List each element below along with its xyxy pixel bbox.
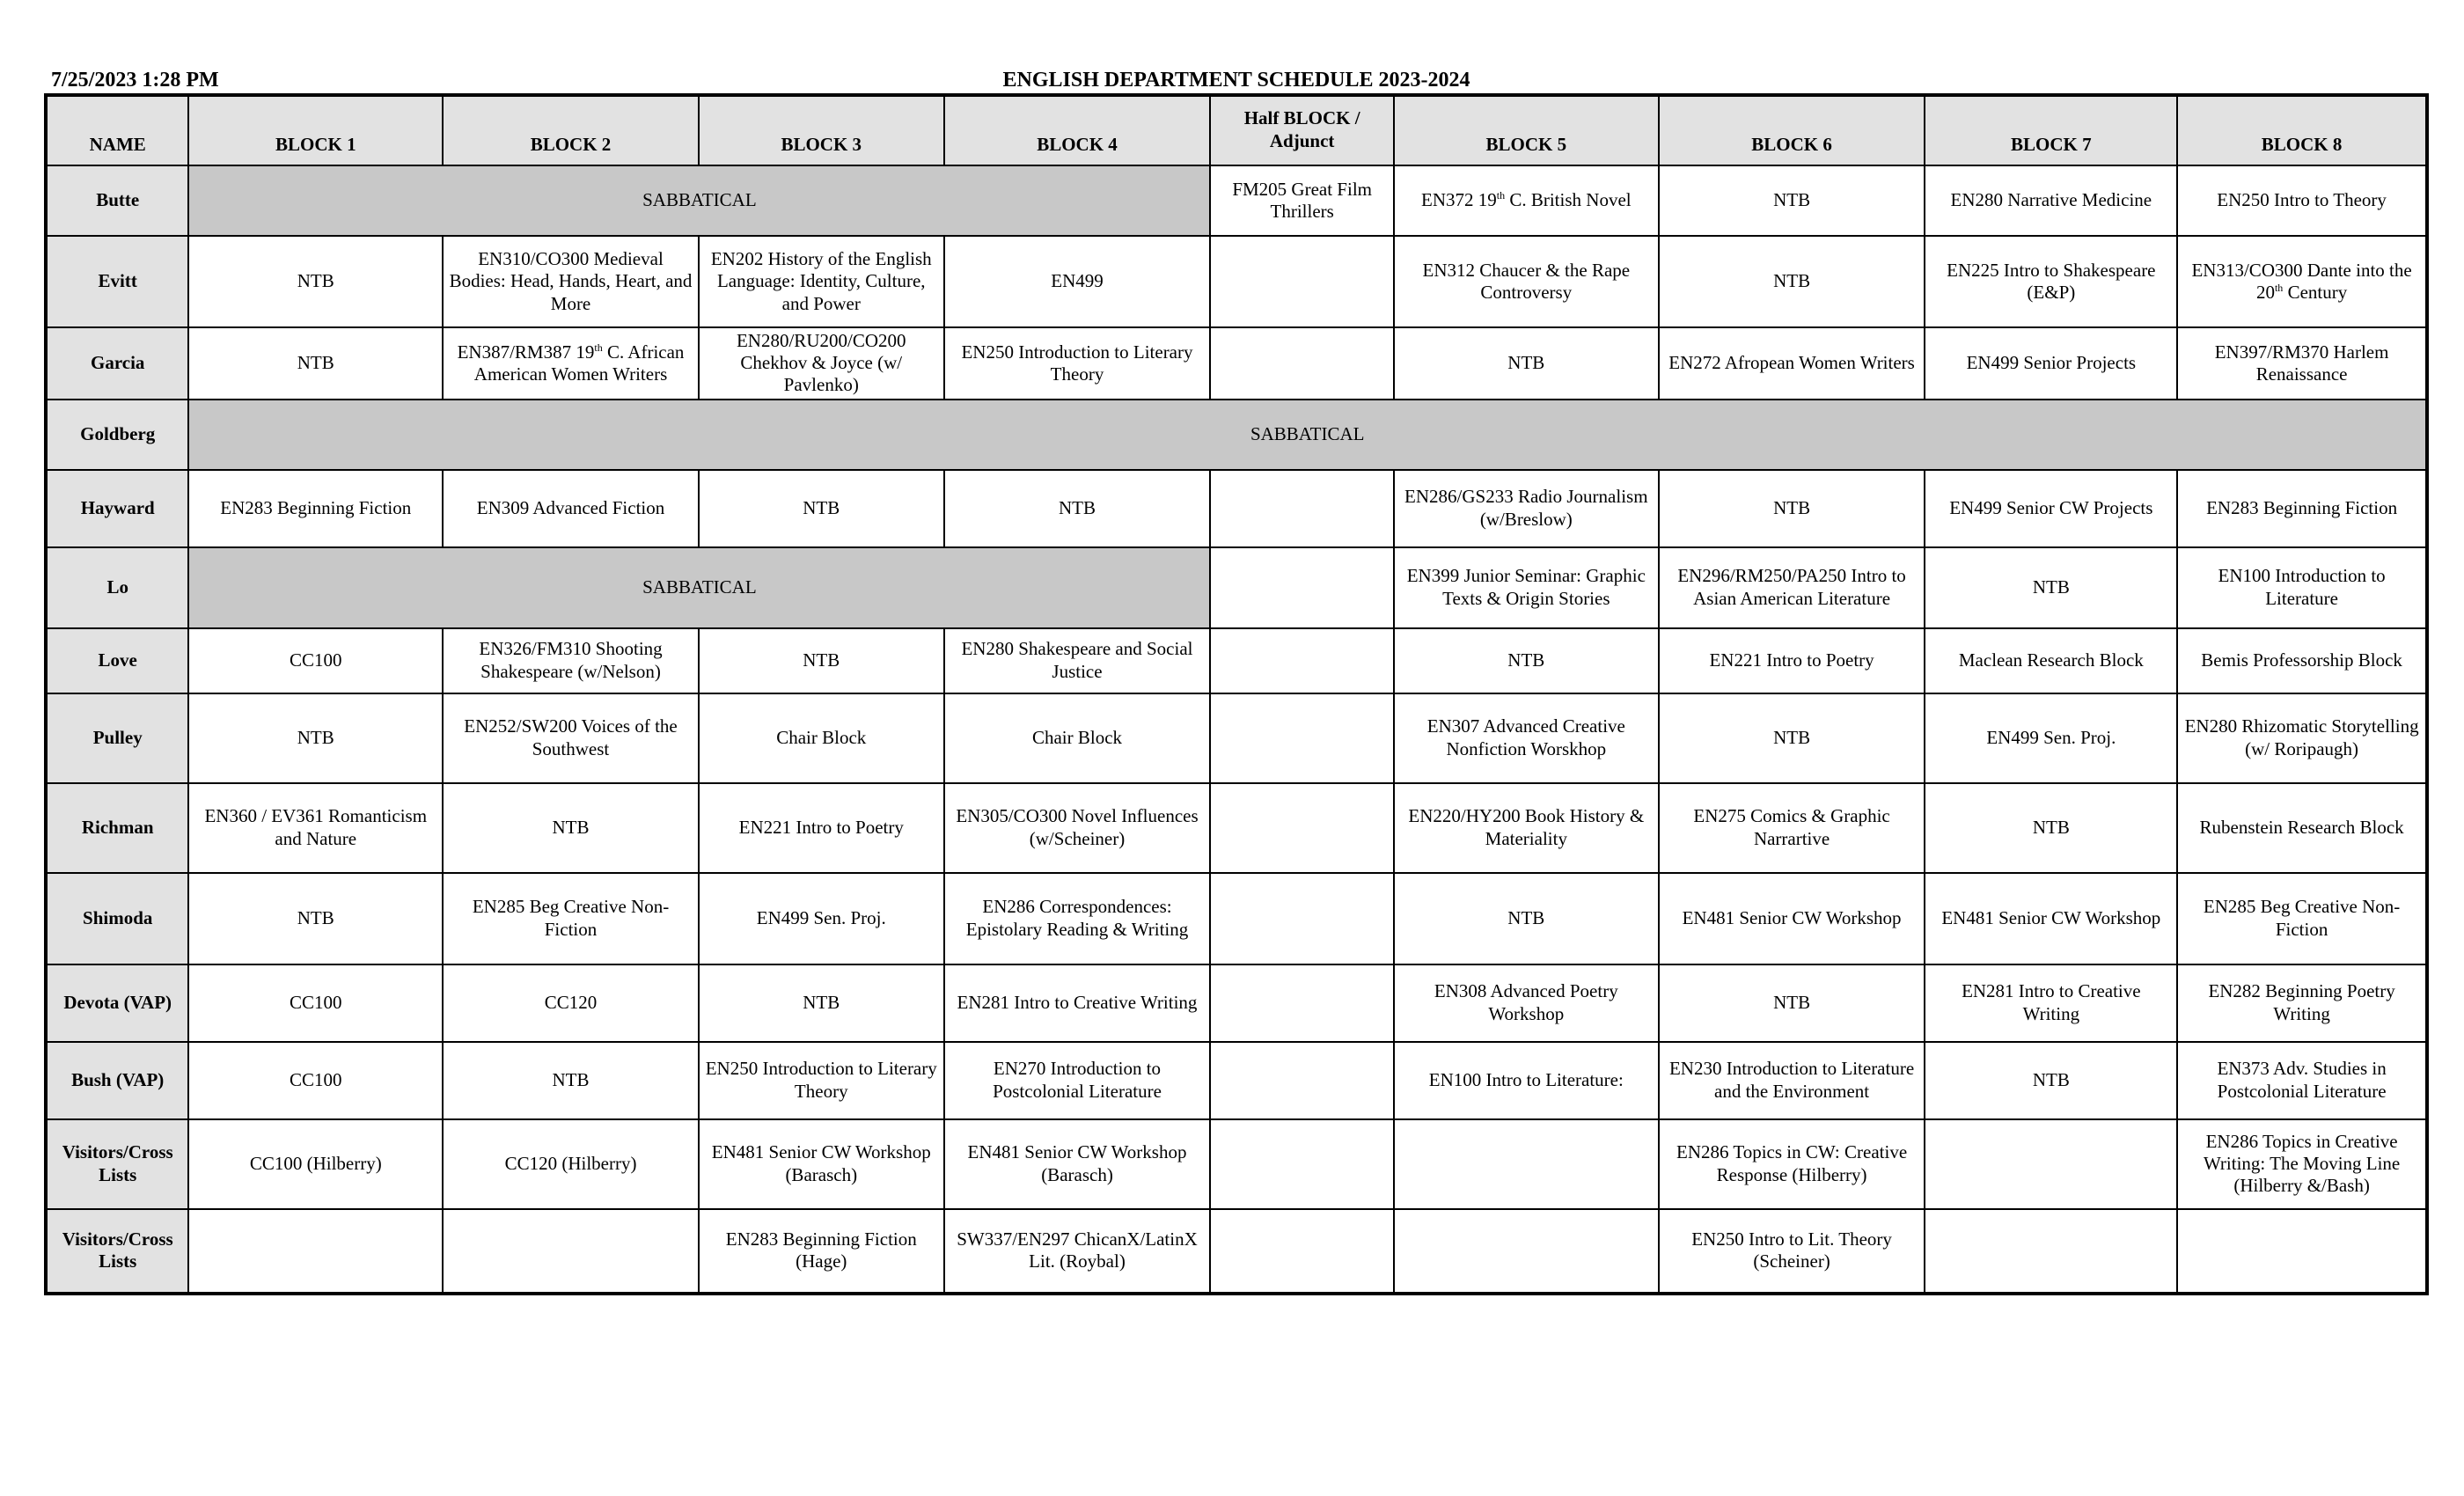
- block-4-cell: EN499: [944, 236, 1211, 327]
- block-1-cell: NTB: [188, 236, 443, 327]
- schedule-page: [44, 67, 2429, 1295]
- block-2-cell: CC120 (Hilberry): [443, 1119, 699, 1209]
- faculty-name: Bush (VAP): [46, 1042, 188, 1119]
- block-8-cell: EN373 Adv. Studies in Postcolonial Literature: [2177, 1042, 2427, 1119]
- block-2-cell: EN252/SW200 Voices of the Southwest: [443, 693, 699, 783]
- faculty-name: Visitors/Cross Lists: [46, 1119, 188, 1209]
- block-8-cell: EN285 Beg Creative Non-Fiction: [2177, 873, 2427, 964]
- table-row: [46, 547, 2427, 628]
- block-3-cell: NTB: [699, 964, 944, 1042]
- block-5-cell: EN312 Chaucer & the Rape Controversy: [1394, 236, 1659, 327]
- block-7-cell: Maclean Research Block: [1925, 628, 2177, 693]
- block-5-cell: NTB: [1394, 628, 1659, 693]
- block-4-cell: EN250 Introduction to Literary Theory: [944, 327, 1211, 400]
- block-7-cell: EN499 Senior CW Projects: [1925, 470, 2177, 547]
- block-6-cell: EN230 Introduction to Literature and the Environment: [1659, 1042, 1925, 1119]
- block-6-cell: NTB: [1659, 693, 1925, 783]
- table-row: [46, 470, 2427, 547]
- block-8-cell: EN280 Rhizomatic Storytelling (w/ Roripaugh): [2177, 693, 2427, 783]
- block-6-cell: EN275 Comics & Graphic Narrartive: [1659, 783, 1925, 873]
- faculty-name: Pulley: [46, 693, 188, 783]
- half-block-cell: [1210, 470, 1394, 547]
- block-8-cell: [2177, 1209, 2427, 1294]
- block-7-cell: NTB: [1925, 547, 2177, 628]
- block-2-cell: CC120: [443, 964, 699, 1042]
- block-5-cell: EN372 19th C. British Novel: [1394, 165, 1659, 236]
- half-block-cell: [1210, 1209, 1394, 1294]
- block-8-cell: EN250 Intro to Theory: [2177, 165, 2427, 236]
- block-1-cell: CC100: [188, 964, 443, 1042]
- table-row: [46, 236, 2427, 327]
- half-block-cell: [1210, 693, 1394, 783]
- block-6-cell: NTB: [1659, 470, 1925, 547]
- faculty-name: Richman: [46, 783, 188, 873]
- col-header-block-3: BLOCK 3: [699, 95, 944, 165]
- block-6-cell: EN221 Intro to Poetry: [1659, 628, 1925, 693]
- block-1-cell: EN360 / EV361 Romanticism and Nature: [188, 783, 443, 873]
- block-1-cell: EN283 Beginning Fiction: [188, 470, 443, 547]
- block-3-cell: EN499 Sen. Proj.: [699, 873, 944, 964]
- block-5-cell: EN308 Advanced Poetry Workshop: [1394, 964, 1659, 1042]
- block-4-cell: EN281 Intro to Creative Writing: [944, 964, 1211, 1042]
- block-3-cell: Chair Block: [699, 693, 944, 783]
- block-6-cell: EN286 Topics in CW: Creative Response (Hilberry): [1659, 1119, 1925, 1209]
- block-1-cell: [188, 1209, 443, 1294]
- half-block-cell: [1210, 327, 1394, 400]
- header-row: [46, 95, 2427, 165]
- block-3-cell: EN481 Senior CW Workshop (Barasch): [699, 1119, 944, 1209]
- half-block-cell: [1210, 873, 1394, 964]
- block-2-cell: EN387/RM387 19th C. African American Women Writers: [443, 327, 699, 400]
- table-row: [46, 693, 2427, 783]
- sabbatical-cell: SABBATICAL: [188, 400, 2427, 470]
- block-3-cell: EN280/RU200/CO200 Chekhov & Joyce (w/ Pavlenko): [699, 327, 944, 400]
- block-5-cell: NTB: [1394, 873, 1659, 964]
- block-5-cell: [1394, 1209, 1659, 1294]
- half-block-cell: [1210, 964, 1394, 1042]
- col-header-block-2: BLOCK 2: [443, 95, 699, 165]
- block-2-cell: NTB: [443, 783, 699, 873]
- table-row: [46, 400, 2427, 470]
- col-header-block-6: BLOCK 6: [1659, 95, 1925, 165]
- block-7-cell: NTB: [1925, 783, 2177, 873]
- block-5-cell: EN100 Intro to Literature:: [1394, 1042, 1659, 1119]
- half-block-cell: [1210, 628, 1394, 693]
- block-8-cell: EN283 Beginning Fiction: [2177, 470, 2427, 547]
- half-block-cell: [1210, 1119, 1394, 1209]
- block-4-cell: SW337/EN297 ChicanX/LatinX Lit. (Roybal): [944, 1209, 1211, 1294]
- block-7-cell: EN481 Senior CW Workshop: [1925, 873, 2177, 964]
- sabbatical-cell: SABBATICAL: [188, 547, 1210, 628]
- table-row: [46, 1119, 2427, 1209]
- block-1-cell: NTB: [188, 693, 443, 783]
- table-row: [46, 783, 2427, 873]
- block-1-cell: CC100: [188, 1042, 443, 1119]
- block-7-cell: [1925, 1209, 2177, 1294]
- table-row: [46, 964, 2427, 1042]
- block-3-cell: EN283 Beginning Fiction (Hage): [699, 1209, 944, 1294]
- col-header-block-7: BLOCK 7: [1925, 95, 2177, 165]
- faculty-name: Garcia: [46, 327, 188, 400]
- faculty-name: Visitors/Cross Lists: [46, 1209, 188, 1294]
- block-4-cell: EN270 Introduction to Postcolonial Literature: [944, 1042, 1211, 1119]
- block-4-cell: EN286 Correspondences: Epistolary Reading & Writing: [944, 873, 1211, 964]
- block-1-cell: NTB: [188, 327, 443, 400]
- block-8-cell: EN286 Topics in Creative Writing: The Moving Line (Hilberry &/Bash): [2177, 1119, 2427, 1209]
- table-row: [46, 628, 2427, 693]
- block-5-cell: NTB: [1394, 327, 1659, 400]
- block-6-cell: NTB: [1659, 964, 1925, 1042]
- sabbatical-cell: SABBATICAL: [188, 165, 1210, 236]
- block-6-cell: NTB: [1659, 236, 1925, 327]
- block-5-cell: EN220/HY200 Book History & Materiality: [1394, 783, 1659, 873]
- block-2-cell: EN309 Advanced Fiction: [443, 470, 699, 547]
- block-3-cell: EN250 Introduction to Literary Theory: [699, 1042, 944, 1119]
- block-6-cell: EN481 Senior CW Workshop: [1659, 873, 1925, 964]
- block-7-cell: EN499 Sen. Proj.: [1925, 693, 2177, 783]
- faculty-name: Shimoda: [46, 873, 188, 964]
- block-2-cell: EN285 Beg Creative Non-Fiction: [443, 873, 699, 964]
- block-6-cell: EN250 Intro to Lit. Theory (Scheiner): [1659, 1209, 1925, 1294]
- block-4-cell: EN305/CO300 Novel Influences (w/Scheiner): [944, 783, 1211, 873]
- col-header-name: NAME: [46, 95, 188, 165]
- block-8-cell: EN313/CO300 Dante into the 20th Century: [2177, 236, 2427, 327]
- block-7-cell: EN225 Intro to Shakespeare (E&P): [1925, 236, 2177, 327]
- faculty-name: Butte: [46, 165, 188, 236]
- schedule-table: [44, 93, 2429, 1295]
- block-1-cell: NTB: [188, 873, 443, 964]
- block-4-cell: EN481 Senior CW Workshop (Barasch): [944, 1119, 1211, 1209]
- block-7-cell: [1925, 1119, 2177, 1209]
- faculty-name: Lo: [46, 547, 188, 628]
- faculty-name: Love: [46, 628, 188, 693]
- block-3-cell: NTB: [699, 470, 944, 547]
- block-1-cell: CC100: [188, 628, 443, 693]
- faculty-name: Hayward: [46, 470, 188, 547]
- col-header-block-5: BLOCK 5: [1394, 95, 1659, 165]
- faculty-name: Devota (VAP): [46, 964, 188, 1042]
- half-block-cell: [1210, 783, 1394, 873]
- block-5-cell: [1394, 1119, 1659, 1209]
- block-6-cell: NTB: [1659, 165, 1925, 236]
- block-2-cell: EN310/CO300 Medieval Bodies: Head, Hands, Heart, and More: [443, 236, 699, 327]
- col-header-block-8: BLOCK 8: [2177, 95, 2427, 165]
- block-6-cell: EN272 Afropean Women Writers: [1659, 327, 1925, 400]
- table-row: [46, 873, 2427, 964]
- page-title: ENGLISH DEPARTMENT SCHEDULE 2023-2024: [1002, 69, 1470, 92]
- table-row: [46, 327, 2427, 400]
- half-block-cell: [1210, 236, 1394, 327]
- block-5-cell: EN307 Advanced Creative Nonfiction Worskhop: [1394, 693, 1659, 783]
- block-4-cell: EN280 Shakespeare and Social Justice: [944, 628, 1211, 693]
- half-block-cell: FM205 Great Film Thrillers: [1210, 165, 1394, 236]
- block-8-cell: Rubenstein Research Block: [2177, 783, 2427, 873]
- print-timestamp: 7/25/2023 1:28 PM: [51, 69, 219, 92]
- block-7-cell: EN499 Senior Projects: [1925, 327, 2177, 400]
- block-2-cell: NTB: [443, 1042, 699, 1119]
- table-row: [46, 1042, 2427, 1119]
- faculty-name: Goldberg: [46, 400, 188, 470]
- half-block-cell: [1210, 1042, 1394, 1119]
- header-line: [44, 67, 2429, 93]
- block-4-cell: NTB: [944, 470, 1211, 547]
- block-3-cell: EN202 History of the English Language: Identity, Culture, and Power: [699, 236, 944, 327]
- block-7-cell: EN281 Intro to Creative Writing: [1925, 964, 2177, 1042]
- faculty-name: Evitt: [46, 236, 188, 327]
- block-6-cell: EN296/RM250/PA250 Intro to Asian American Literature: [1659, 547, 1925, 628]
- block-4-cell: Chair Block: [944, 693, 1211, 783]
- col-header-block-4: BLOCK 4: [944, 95, 1211, 165]
- block-3-cell: NTB: [699, 628, 944, 693]
- half-block-cell: [1210, 547, 1394, 628]
- col-header-block-1: BLOCK 1: [188, 95, 443, 165]
- block-2-cell: EN326/FM310 Shooting Shakespeare (w/Nelson): [443, 628, 699, 693]
- block-8-cell: Bemis Professorship Block: [2177, 628, 2427, 693]
- block-5-cell: EN286/GS233 Radio Journalism (w/Breslow): [1394, 470, 1659, 547]
- col-header-half-block: Half BLOCK / Adjunct: [1210, 95, 1394, 165]
- block-3-cell: EN221 Intro to Poetry: [699, 783, 944, 873]
- block-8-cell: EN397/RM370 Harlem Renaissance: [2177, 327, 2427, 400]
- table-row: [46, 165, 2427, 236]
- block-7-cell: EN280 Narrative Medicine: [1925, 165, 2177, 236]
- table-row: [46, 1209, 2427, 1294]
- block-7-cell: NTB: [1925, 1042, 2177, 1119]
- block-1-cell: CC100 (Hilberry): [188, 1119, 443, 1209]
- block-5-cell: EN399 Junior Seminar: Graphic Texts & Origin Stories: [1394, 547, 1659, 628]
- block-8-cell: EN282 Beginning Poetry Writing: [2177, 964, 2427, 1042]
- block-8-cell: EN100 Introduction to Literature: [2177, 547, 2427, 628]
- block-2-cell: [443, 1209, 699, 1294]
